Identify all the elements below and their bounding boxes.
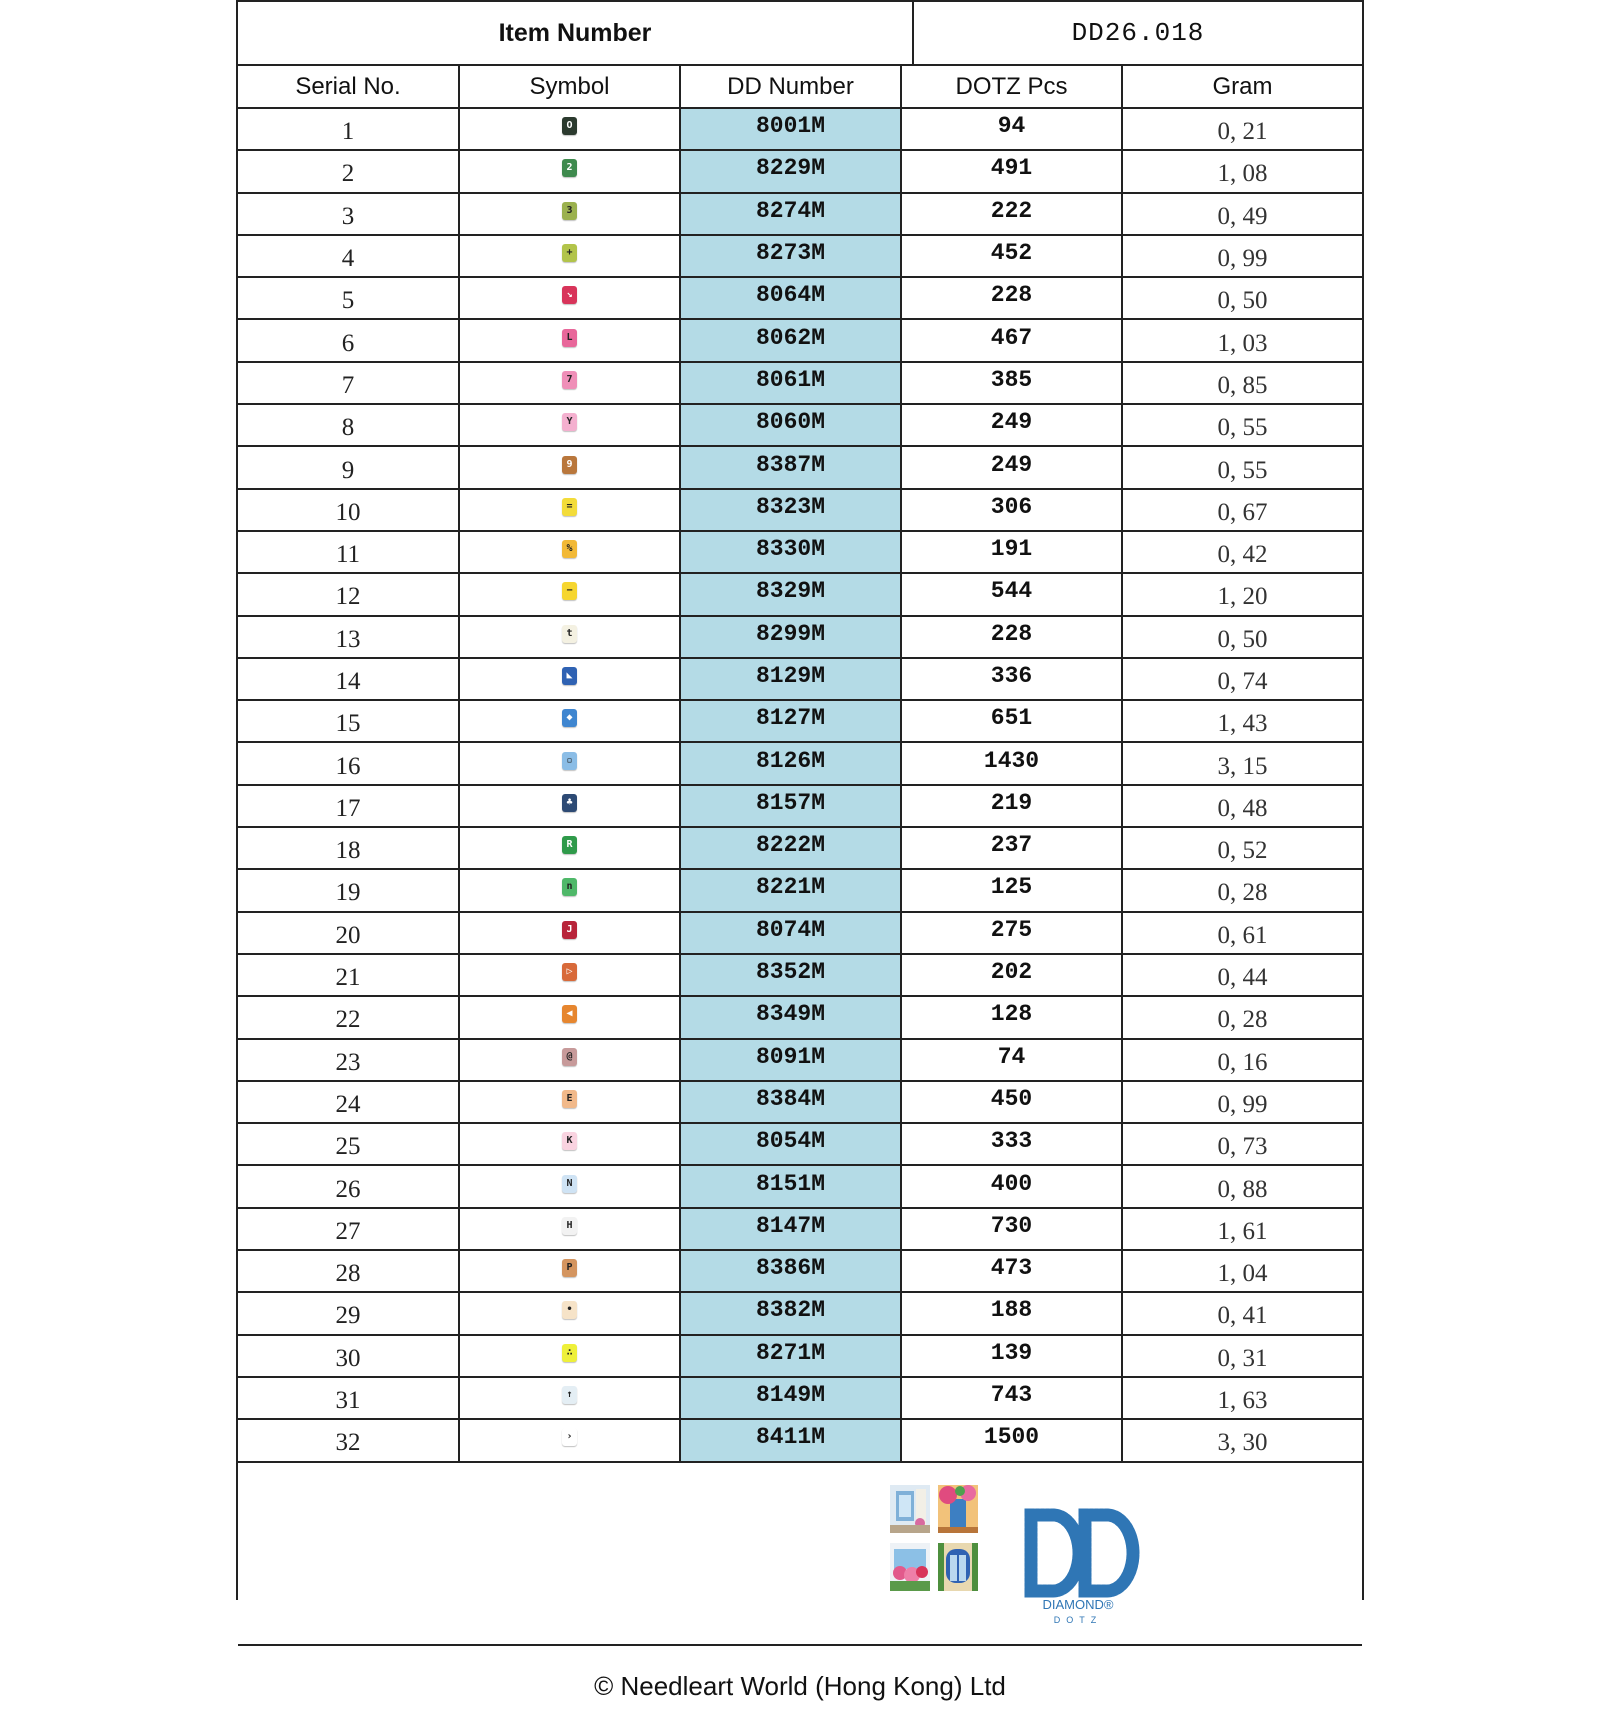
gram-value: 0, 99 — [1122, 1081, 1362, 1123]
dotz-pcs: 237 — [901, 827, 1122, 869]
table-row — [238, 1165, 1362, 1207]
symbol-cell — [459, 996, 680, 1038]
color-symbol-icon: J — [562, 921, 577, 939]
dotz-pcs: 336 — [901, 658, 1122, 700]
color-symbol-icon: @ — [562, 1048, 577, 1066]
serial-number: 12 — [238, 573, 459, 615]
dd-number: 8129M — [680, 658, 901, 700]
dotz-pcs: 202 — [901, 954, 1122, 996]
serial-number: 17 — [238, 785, 459, 827]
dotz-pcs: 228 — [901, 616, 1122, 658]
gram-value: 0, 67 — [1122, 489, 1362, 531]
dotz-pcs: 139 — [901, 1335, 1122, 1377]
color-symbol-icon: 3 — [562, 202, 577, 220]
table-row — [238, 235, 1362, 277]
dd-number: 8126M — [680, 742, 901, 784]
table-row — [238, 996, 1362, 1038]
dd-number: 8127M — [680, 700, 901, 742]
branding-area — [238, 1463, 1362, 1646]
table-row — [238, 1039, 1362, 1081]
gram-value: 0, 99 — [1122, 235, 1362, 277]
table-row — [238, 150, 1362, 192]
dotz-pcs: 730 — [901, 1208, 1122, 1250]
color-symbol-icon: K — [562, 1132, 577, 1150]
color-symbol-icon: ∴ — [562, 1344, 577, 1362]
gram-value: 0, 31 — [1122, 1335, 1362, 1377]
symbol-cell — [459, 869, 680, 911]
gram-value: 0, 52 — [1122, 827, 1362, 869]
dotz-pcs: 125 — [901, 869, 1122, 911]
dd-number: 8273M — [680, 235, 901, 277]
dotz-pcs: 219 — [901, 785, 1122, 827]
color-symbol-icon: O — [562, 117, 577, 135]
gram-value: 0, 55 — [1122, 404, 1362, 446]
dd-number: 8054M — [680, 1123, 901, 1165]
dd-number: 8151M — [680, 1165, 901, 1207]
color-symbol-icon: ▫ — [562, 752, 577, 770]
table-row — [238, 954, 1362, 996]
dotz-pcs: 249 — [901, 404, 1122, 446]
dotz-pcs: 74 — [901, 1039, 1122, 1081]
dd-number: 8323M — [680, 489, 901, 531]
dotz-pcs: 467 — [901, 319, 1122, 361]
dotz-pcs: 473 — [901, 1250, 1122, 1292]
table-row — [238, 193, 1362, 235]
column-header-serial: Serial No. — [238, 66, 459, 108]
symbol-cell — [459, 1039, 680, 1081]
symbol-cell — [459, 235, 680, 277]
table-row — [238, 827, 1362, 869]
serial-number: 30 — [238, 1335, 459, 1377]
gram-value: 0, 55 — [1122, 446, 1362, 488]
color-symbol-icon: ↘ — [562, 286, 577, 304]
dd-number: 8147M — [680, 1208, 901, 1250]
serial-number: 11 — [238, 531, 459, 573]
table-row — [238, 319, 1362, 361]
dd-number: 8384M — [680, 1081, 901, 1123]
serial-number: 28 — [238, 1250, 459, 1292]
symbol-cell — [459, 1419, 680, 1461]
symbol-cell — [459, 1292, 680, 1334]
logo-subtext: DOTZ — [1053, 1614, 1103, 1625]
symbol-cell — [459, 362, 680, 404]
dotz-pcs: 94 — [901, 108, 1122, 150]
gram-value: 0, 49 — [1122, 193, 1362, 235]
symbol-cell — [459, 700, 680, 742]
gram-value: 1, 03 — [1122, 319, 1362, 361]
symbol-cell — [459, 1250, 680, 1292]
color-symbol-icon: ↑ — [562, 1386, 577, 1404]
table-row — [238, 869, 1362, 911]
symbol-cell — [459, 785, 680, 827]
table-row — [238, 1335, 1362, 1377]
serial-number: 22 — [238, 996, 459, 1038]
pink-flowers-icon — [890, 1543, 930, 1591]
gram-value: 0, 41 — [1122, 1292, 1362, 1334]
symbol-cell — [459, 954, 680, 996]
dd-number: 8149M — [680, 1377, 901, 1419]
serial-number: 15 — [238, 700, 459, 742]
gram-value: 3, 30 — [1122, 1419, 1362, 1461]
color-symbol-icon: ◣ — [562, 667, 577, 685]
window-scene-icon — [890, 1485, 930, 1533]
table-row — [238, 1292, 1362, 1334]
color-symbol-icon: n — [562, 878, 577, 896]
color-symbol-icon: ◆ — [562, 709, 577, 727]
gram-value: 0, 74 — [1122, 658, 1362, 700]
dotz-pcs: 491 — [901, 150, 1122, 192]
symbol-cell — [459, 319, 680, 361]
blue-window-icon — [938, 1543, 978, 1591]
color-symbol-icon: P — [562, 1259, 577, 1277]
dotz-pcs: 191 — [901, 531, 1122, 573]
dotz-pcs: 333 — [901, 1123, 1122, 1165]
gram-value: 0, 85 — [1122, 362, 1362, 404]
dotz-pcs: 275 — [901, 912, 1122, 954]
symbol-cell — [459, 1081, 680, 1123]
dd-number: 8349M — [680, 996, 901, 1038]
dd-number: 8271M — [680, 1335, 901, 1377]
table-row — [238, 1081, 1362, 1123]
serial-number: 19 — [238, 869, 459, 911]
dotz-pcs: 385 — [901, 362, 1122, 404]
serial-number: 21 — [238, 954, 459, 996]
dd-number: 8387M — [680, 446, 901, 488]
table-row — [238, 277, 1362, 319]
item-number-header — [238, 0, 1362, 66]
dd-logo-mark — [1031, 1515, 1133, 1591]
dd-number: 8329M — [680, 573, 901, 615]
serial-number: 16 — [238, 742, 459, 784]
color-chart-table — [238, 66, 1362, 1463]
gram-value: 0, 50 — [1122, 616, 1362, 658]
column-header-dotz-pcs: DOTZ Pcs — [901, 66, 1122, 108]
item-number-value: DD26.018 — [1071, 18, 1205, 48]
serial-number: 6 — [238, 319, 459, 361]
serial-number: 5 — [238, 277, 459, 319]
serial-number: 10 — [238, 489, 459, 531]
table-row — [238, 1377, 1362, 1419]
symbol-cell — [459, 1123, 680, 1165]
gram-value: 0, 73 — [1122, 1123, 1362, 1165]
dotz-pcs: 544 — [901, 573, 1122, 615]
table-row — [238, 1250, 1362, 1292]
table-row — [238, 573, 1362, 615]
gram-value: 0, 28 — [1122, 996, 1362, 1038]
table-row — [238, 1123, 1362, 1165]
dd-number: 8222M — [680, 827, 901, 869]
dotz-pcs: 651 — [901, 700, 1122, 742]
symbol-cell — [459, 489, 680, 531]
dotz-pcs: 306 — [901, 489, 1122, 531]
gram-value: 0, 16 — [1122, 1039, 1362, 1081]
serial-number: 3 — [238, 193, 459, 235]
serial-number: 8 — [238, 404, 459, 446]
symbol-cell — [459, 827, 680, 869]
color-symbol-icon: ◀ — [562, 1005, 577, 1023]
dotz-pcs: 228 — [901, 277, 1122, 319]
serial-number: 29 — [238, 1292, 459, 1334]
symbol-cell — [459, 446, 680, 488]
dd-number: 8352M — [680, 954, 901, 996]
symbol-cell — [459, 404, 680, 446]
serial-number: 2 — [238, 150, 459, 192]
dotz-pcs: 1500 — [901, 1419, 1122, 1461]
color-symbol-icon: t — [562, 625, 577, 643]
serial-number: 32 — [238, 1419, 459, 1461]
dd-number: 8074M — [680, 912, 901, 954]
color-symbol-icon: 2 — [562, 159, 577, 177]
dotz-pcs: 743 — [901, 1377, 1122, 1419]
serial-number: 23 — [238, 1039, 459, 1081]
serial-number: 14 — [238, 658, 459, 700]
serial-number: 7 — [238, 362, 459, 404]
gram-value: 0, 44 — [1122, 954, 1362, 996]
color-chart-sheet — [236, 0, 1364, 1701]
dotz-pcs: 128 — [901, 996, 1122, 1038]
dd-number: 8386M — [680, 1250, 901, 1292]
table-body — [238, 108, 1362, 1462]
dotz-pcs: 249 — [901, 446, 1122, 488]
symbol-cell — [459, 108, 680, 150]
color-symbol-icon: ▷ — [562, 963, 577, 981]
table-row — [238, 616, 1362, 658]
table-row — [238, 108, 1362, 150]
dotz-pcs: 452 — [901, 235, 1122, 277]
product-thumbnails — [890, 1485, 982, 1595]
gram-value: 0, 48 — [1122, 785, 1362, 827]
color-symbol-icon: › — [562, 1428, 577, 1446]
column-header-dd-number: DD Number — [680, 66, 901, 108]
serial-number: 31 — [238, 1377, 459, 1419]
serial-number: 24 — [238, 1081, 459, 1123]
symbol-cell — [459, 193, 680, 235]
dotz-pcs: 400 — [901, 1165, 1122, 1207]
dd-number: 8061M — [680, 362, 901, 404]
color-symbol-icon: R — [562, 836, 577, 854]
gram-value: 0, 88 — [1122, 1165, 1362, 1207]
dd-number: 8299M — [680, 616, 901, 658]
color-symbol-icon: 9 — [562, 456, 577, 474]
serial-number: 13 — [238, 616, 459, 658]
gram-value: 0, 50 — [1122, 277, 1362, 319]
table-row — [238, 785, 1362, 827]
gram-value: 0, 28 — [1122, 869, 1362, 911]
diamond-dotz-logo — [1013, 1501, 1143, 1626]
gram-value: 1, 43 — [1122, 700, 1362, 742]
column-header-gram: Gram — [1122, 66, 1362, 108]
gram-value: 0, 61 — [1122, 912, 1362, 954]
dd-number: 8064M — [680, 277, 901, 319]
dd-number: 8001M — [680, 108, 901, 150]
gram-value: 1, 04 — [1122, 1250, 1362, 1292]
dotz-pcs: 188 — [901, 1292, 1122, 1334]
logo-text: DIAMOND® — [1042, 1596, 1114, 1612]
table-row — [238, 362, 1362, 404]
color-symbol-icon: N — [562, 1175, 577, 1193]
color-symbol-icon: % — [562, 540, 577, 558]
serial-number: 4 — [238, 235, 459, 277]
table-row — [238, 1208, 1362, 1250]
copyright-text: © Needleart World (Hong Kong) Ltd — [594, 1671, 1006, 1701]
symbol-cell — [459, 616, 680, 658]
dotz-pcs: 1430 — [901, 742, 1122, 784]
column-header-symbol: Symbol — [459, 66, 680, 108]
gram-value: 1, 20 — [1122, 573, 1362, 615]
gram-value: 0, 42 — [1122, 531, 1362, 573]
serial-number: 20 — [238, 912, 459, 954]
symbol-cell — [459, 742, 680, 784]
symbol-cell — [459, 1335, 680, 1377]
table-row — [238, 742, 1362, 784]
symbol-cell — [459, 912, 680, 954]
color-symbol-icon: + — [562, 244, 577, 262]
symbol-cell — [459, 573, 680, 615]
symbol-cell — [459, 1208, 680, 1250]
dd-number: 8229M — [680, 150, 901, 192]
gram-value: 3, 15 — [1122, 742, 1362, 784]
dotz-pcs: 222 — [901, 193, 1122, 235]
gram-value: 0, 21 — [1122, 108, 1362, 150]
table-row — [238, 404, 1362, 446]
dd-number: 8330M — [680, 531, 901, 573]
color-symbol-icon: 7 — [562, 371, 577, 389]
gram-value: 1, 61 — [1122, 1208, 1362, 1250]
item-number-label: Item Number — [238, 2, 914, 64]
color-symbol-icon: ♣ — [562, 794, 577, 812]
table-row — [238, 700, 1362, 742]
dd-number: 8157M — [680, 785, 901, 827]
dd-number: 8221M — [680, 869, 901, 911]
symbol-cell — [459, 150, 680, 192]
dd-number: 8060M — [680, 404, 901, 446]
table-header-row — [238, 66, 1362, 108]
serial-number: 27 — [238, 1208, 459, 1250]
table-row — [238, 489, 1362, 531]
table-row — [238, 912, 1362, 954]
gram-value: 1, 63 — [1122, 1377, 1362, 1419]
color-symbol-icon: L — [562, 329, 577, 347]
table-row — [238, 531, 1362, 573]
copyright-footer — [238, 1646, 1362, 1728]
symbol-cell — [459, 277, 680, 319]
symbol-cell — [459, 531, 680, 573]
table-row — [238, 446, 1362, 488]
serial-number: 18 — [238, 827, 459, 869]
flower-door-icon — [938, 1485, 978, 1533]
serial-number: 1 — [238, 108, 459, 150]
dd-number: 8274M — [680, 193, 901, 235]
dd-number: 8091M — [680, 1039, 901, 1081]
serial-number: 9 — [238, 446, 459, 488]
color-symbol-icon: Y — [562, 413, 577, 431]
dotz-pcs: 450 — [901, 1081, 1122, 1123]
table-row — [238, 658, 1362, 700]
serial-number: 26 — [238, 1165, 459, 1207]
symbol-cell — [459, 658, 680, 700]
color-symbol-icon: − — [562, 582, 577, 600]
dd-number: 8062M — [680, 319, 901, 361]
color-symbol-icon: = — [562, 498, 577, 516]
color-symbol-icon: H — [562, 1217, 577, 1235]
symbol-cell — [459, 1165, 680, 1207]
symbol-cell — [459, 1377, 680, 1419]
dd-number: 8382M — [680, 1292, 901, 1334]
serial-number: 25 — [238, 1123, 459, 1165]
color-symbol-icon: E — [562, 1090, 577, 1108]
color-symbol-icon: • — [562, 1301, 577, 1319]
dd-number: 8411M — [680, 1419, 901, 1461]
gram-value: 1, 08 — [1122, 150, 1362, 192]
table-row — [238, 1419, 1362, 1461]
